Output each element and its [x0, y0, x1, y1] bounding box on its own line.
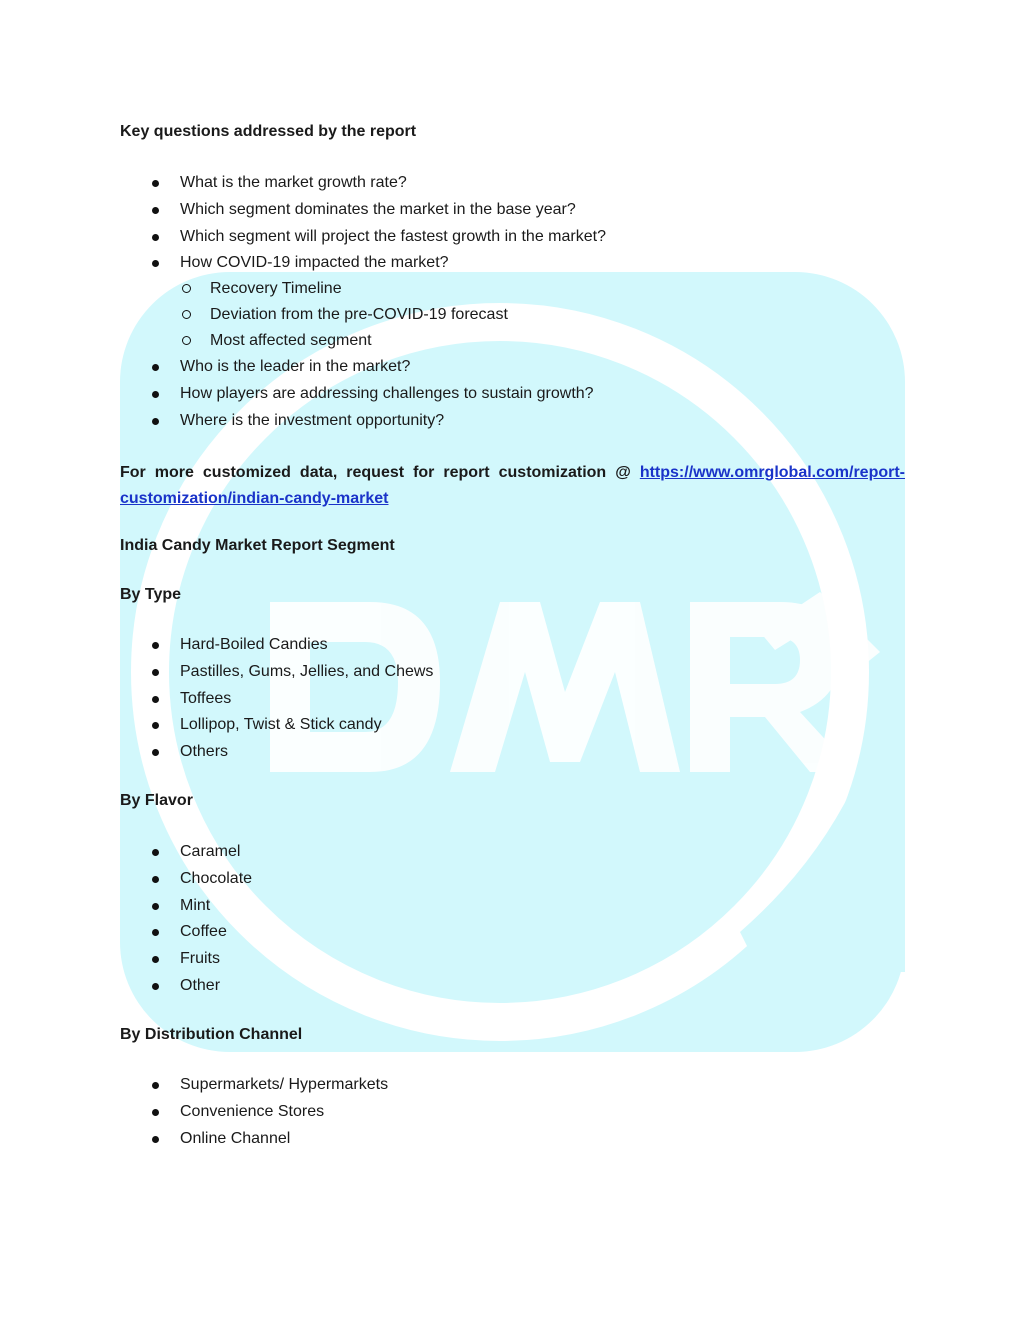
- list-item: Other: [120, 976, 252, 1003]
- list-item: Lollipop, Twist & Stick candy: [120, 715, 433, 742]
- bullet-icon: [152, 849, 159, 856]
- bullet-icon: [152, 696, 159, 703]
- bullet-icon: [152, 749, 159, 756]
- list-item: Others: [120, 742, 433, 769]
- bullet-icon: [152, 418, 159, 425]
- list-item: Mint: [120, 896, 252, 923]
- sub-list-item: Most affected segment: [120, 331, 508, 357]
- bullet-icon: [152, 642, 159, 649]
- list-item: Chocolate: [120, 869, 252, 896]
- by-channel-list: [120, 1075, 388, 1155]
- bullet-icon: [152, 956, 159, 963]
- by-flavor-list: [120, 842, 252, 1003]
- list-item: Which segment dominates the market in the base year?: [120, 200, 606, 227]
- customization-link[interactable]: https://www.omrglobal.com/report-customization/indian-candy-market: [120, 464, 905, 507]
- list-item: Who is the leader in the market?: [120, 357, 594, 384]
- segment-heading: India Candy Market Report Segment: [120, 537, 395, 554]
- list-item: Convenience Stores: [120, 1102, 388, 1129]
- list-item: Coffee: [120, 922, 252, 949]
- list-item: Toffees: [120, 689, 433, 716]
- bullet-icon: [152, 1136, 159, 1143]
- bullet-icon: [152, 876, 159, 883]
- list-item: Fruits: [120, 949, 252, 976]
- sub-bullet-icon: [182, 284, 191, 293]
- bullet-icon: [152, 364, 159, 371]
- list-item: Where is the investment opportunity?: [120, 411, 594, 438]
- bullet-icon: [152, 669, 159, 676]
- customization-paragraph: For more customized data, request for report customization @ https://www.omrglobal.com/report-customization/indian-candy-market: [120, 464, 905, 507]
- sub-bullet-icon: [182, 336, 191, 345]
- key-questions-list: [120, 173, 606, 280]
- key-questions-heading: Key questions addressed by the report: [120, 123, 417, 140]
- list-item: How players are addressing challenges to sustain growth?: [120, 384, 594, 411]
- list-item: Caramel: [120, 842, 252, 869]
- bullet-icon: [152, 983, 159, 990]
- list-item: Hard-Boiled Candies: [120, 635, 433, 662]
- sub-list-item: Deviation from the pre-COVID-19 forecast: [120, 305, 508, 331]
- list-item: Which segment will project the fastest growth in the market?: [120, 227, 606, 254]
- bullet-icon: [152, 391, 159, 398]
- bullet-icon: [152, 929, 159, 936]
- bullet-icon: [152, 903, 159, 910]
- bullet-icon: [152, 180, 159, 187]
- list-item: What is the market growth rate?: [120, 173, 606, 200]
- by-type-list: [120, 635, 433, 769]
- key-questions-list-continued: [120, 357, 594, 437]
- list-item: Supermarkets/ Hypermarkets: [120, 1075, 388, 1102]
- by-channel-heading: By Distribution Channel: [120, 1026, 303, 1043]
- list-item: Pastilles, Gums, Jellies, and Chews: [120, 662, 433, 689]
- by-flavor-heading: By Flavor: [120, 792, 193, 809]
- list-item: How COVID-19 impacted the market?: [120, 253, 606, 280]
- list-item: Online Channel: [120, 1129, 388, 1156]
- sub-bullet-icon: [182, 310, 191, 319]
- bullet-icon: [152, 1109, 159, 1116]
- bullet-icon: [152, 234, 159, 241]
- by-type-heading: By Type: [120, 586, 182, 603]
- bullet-icon: [152, 260, 159, 267]
- bullet-icon: [152, 722, 159, 729]
- sub-list-item: Recovery Timeline: [120, 279, 508, 305]
- covid-sublist: [120, 279, 508, 356]
- bullet-icon: [152, 207, 159, 214]
- bullet-icon: [152, 1082, 159, 1089]
